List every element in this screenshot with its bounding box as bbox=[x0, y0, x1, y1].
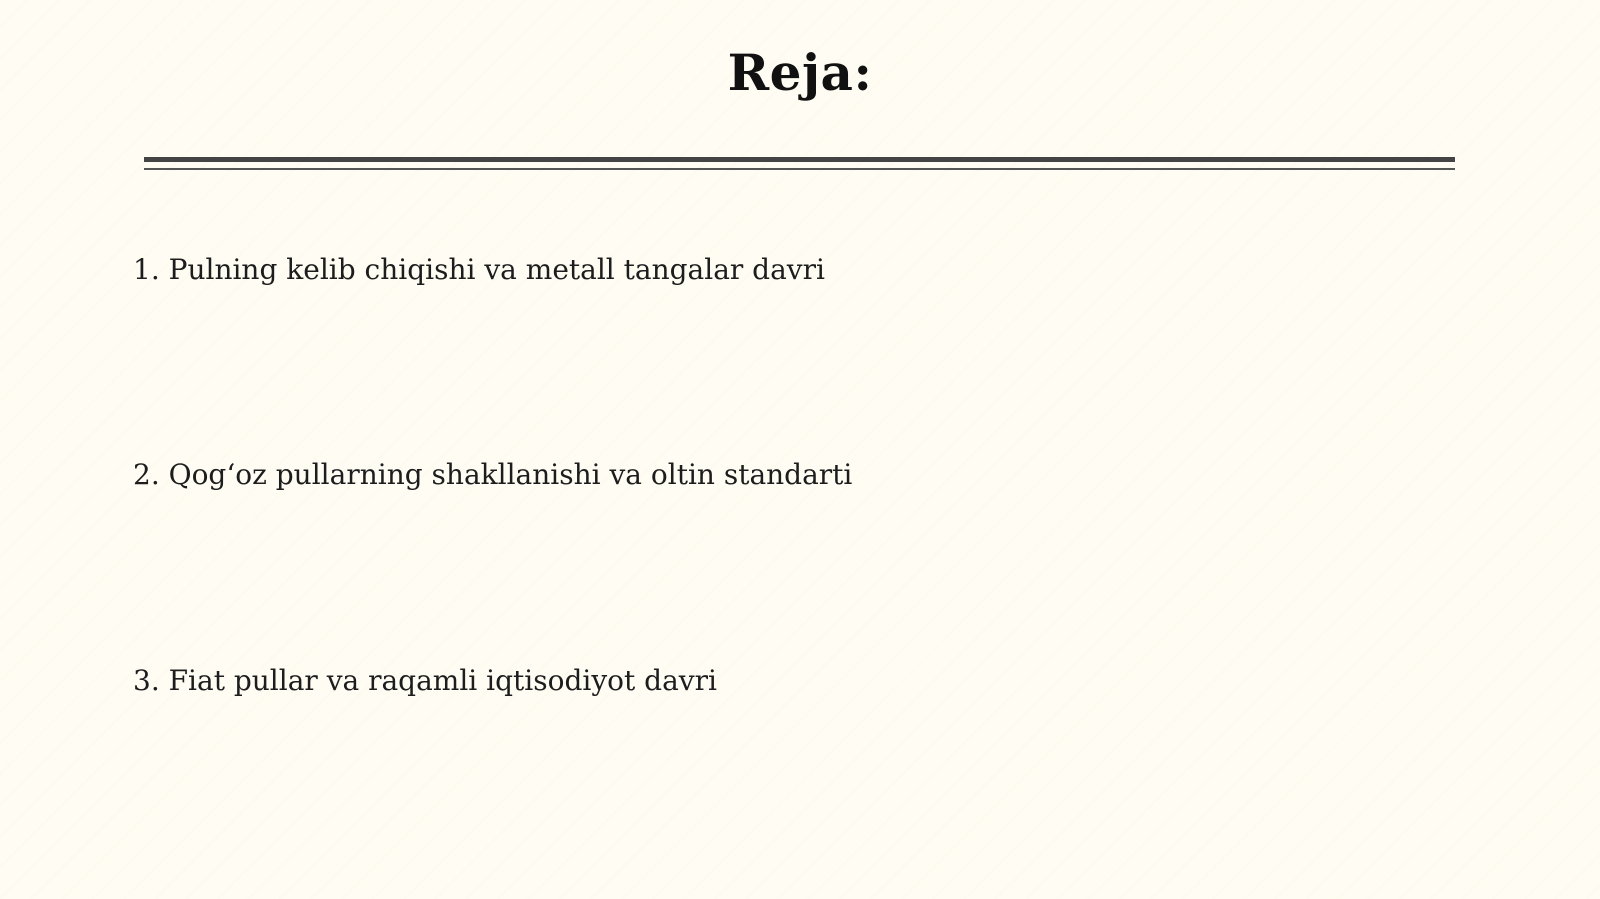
plan-item-1: 1. Pulning kelib chiqishi va metall tangalar davri bbox=[133, 253, 825, 286]
title-divider-thin bbox=[144, 168, 1455, 170]
slide-title: Reja: bbox=[727, 43, 873, 102]
title-divider-thick bbox=[144, 157, 1455, 162]
plan-item-3: 3. Fiat pullar va raqamli iqtisodiyot davri bbox=[133, 664, 717, 697]
plan-item-2: 2. Qog‘oz pullarning shakllanishi va oltin standarti bbox=[133, 458, 853, 491]
